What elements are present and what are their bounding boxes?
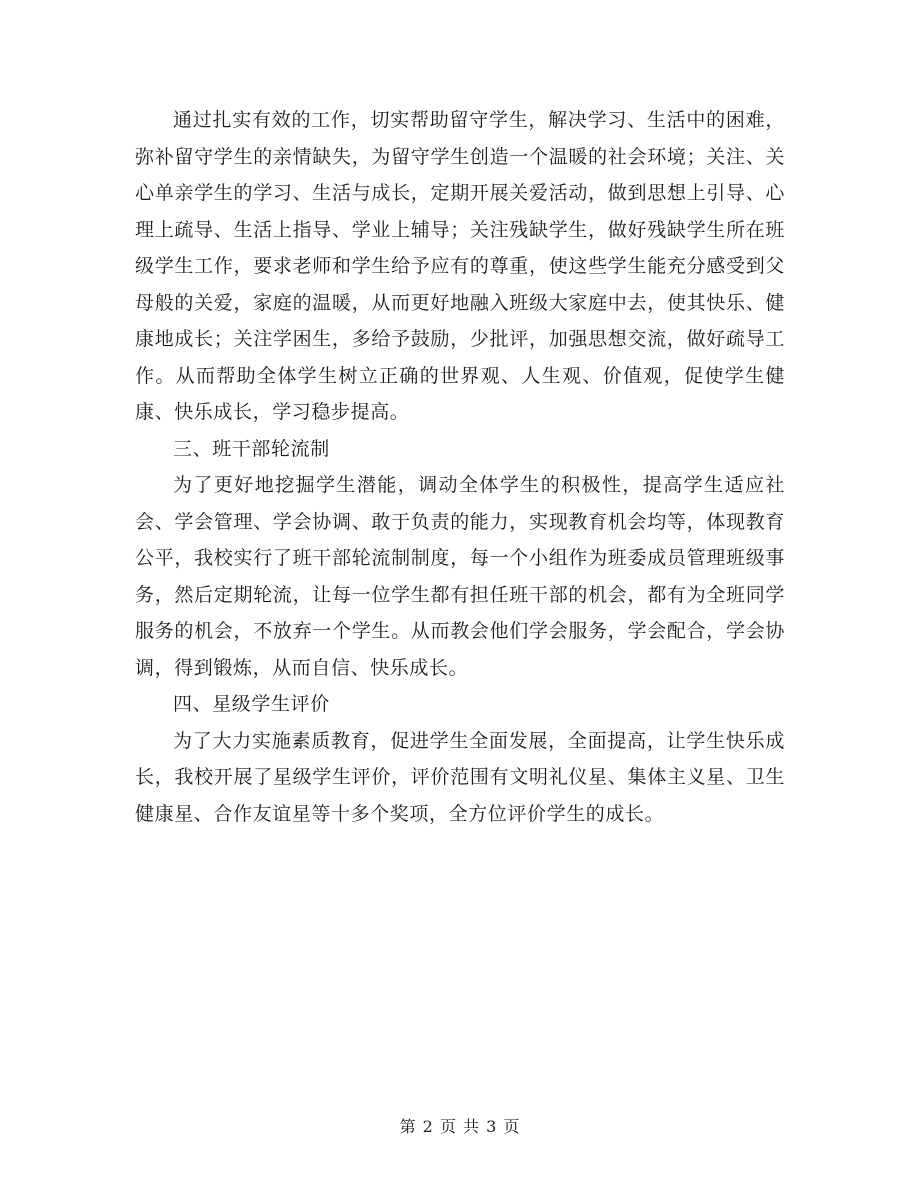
document-body (135, 102, 785, 832)
section-heading-class-cadre-rotation: 三、班干部轮流制 (173, 437, 330, 460)
paragraph-care-for-students: 通过扎实有效的工作，切实帮助留守学生，解决学习、生活中的困难，弥补留守学生的亲情缺失，为留守学生创造一个温暖的社会环境；关注、关心单亲学生的学习、生活与成长，定期开展关爱活动，做到思想上引导、心理上疏导、生活上指导、学业上辅导；关注残缺学生，做好残缺学生所在班级学生工作，要求老师和学生给予应有的尊重，使这些学生能充分感受到父母般的关爱，家庭的温暖，从而更好地融入班级大家庭中去，使其快乐、健康地成长；关注学困生，多给予鼓励，少批评，加强思想交流，做好疏导工作。从而帮助全体学生树立正确的世界观、人生观、价值观，促使学生健康、快乐成长，学习稳步提高。 (135, 109, 785, 423)
page-number-footer: 第 2 页 共 3 页 (399, 1117, 521, 1136)
paragraph-class-cadre-rotation: 为了更好地挖掘学生潜能，调动全体学生的积极性，提高学生适应社会、学会管理、学会协调、敢于负责的能力，实现教育机会均等，体现教育公平，我校实行了班干部轮流制制度，每一个小组作为班委成员管理班级事务，然后定期轮流，让每一位学生都有担任班干部的机会，都有为全班同学服务的机会，不放弃一个学生。从而教会他们学会服务，学会配合，学会协调，得到锻炼，从而自信、快乐成长。 (135, 474, 785, 679)
paragraph-star-student-evaluation: 为了大力实施素质教育，促进学生全面发展，全面提高，让学生快乐成长，我校开展了星级学生评价，评价范围有文明礼仪星、集体主义星、卫生健康星、合作友谊星等十多个奖项，全方位评价学生的成长。 (135, 729, 785, 825)
section-heading-star-student-evaluation: 四、星级学生评价 (173, 693, 330, 715)
